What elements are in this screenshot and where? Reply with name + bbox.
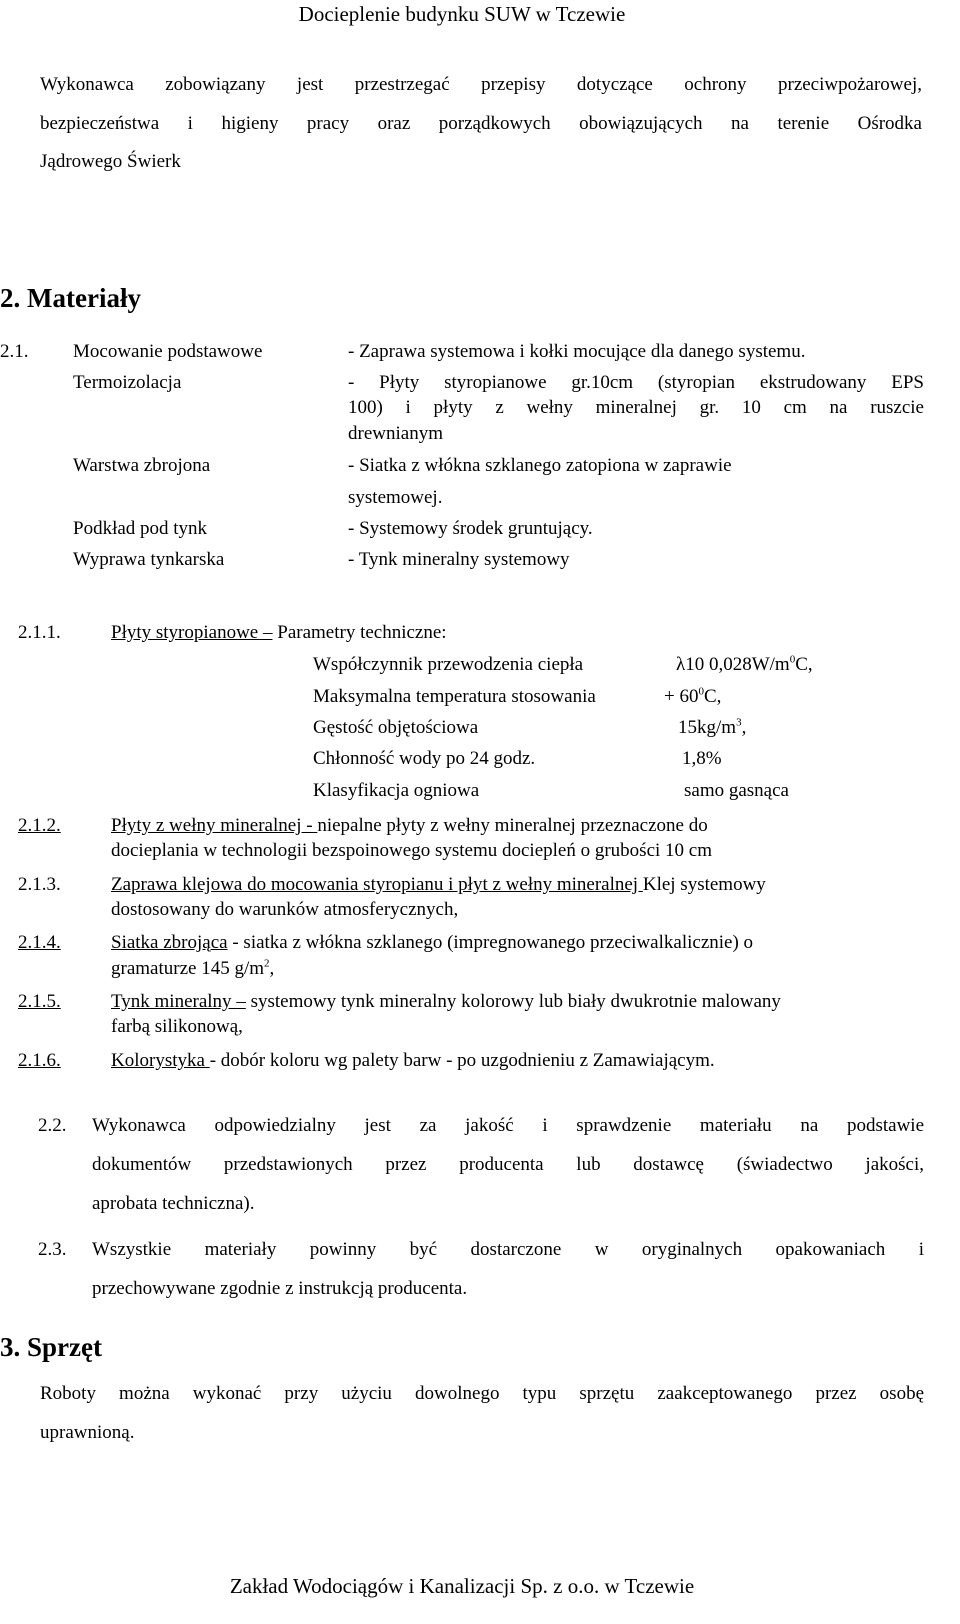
s21-desc-warstwa-2: systemowej.	[348, 487, 443, 508]
s212-line-1: Płyty z wełny mineralnej - niepalne płyty z wełny mineralnej przeznaczone do	[111, 815, 708, 836]
page-header: Docieplenie budynku SUW w Tczewie	[298, 2, 626, 26]
param-name: Gęstość objętościowa	[313, 717, 479, 738]
s215-number: 2.1.5.	[18, 991, 61, 1012]
s22-number: 2.2.	[38, 1115, 67, 1136]
s22-line-3: aprobata techniczna).	[92, 1193, 255, 1214]
s211-heading	[111, 622, 447, 644]
s21-label-warstwa: Warstwa zbrojona	[73, 455, 211, 476]
s211-title: Płyty styropianowe	[111, 622, 263, 643]
param-value: + $60^0C$,	[664, 685, 722, 707]
s215-line-2: farbą silikonową,	[111, 1016, 243, 1037]
s216-number: 2.1.6.	[18, 1050, 61, 1071]
s214-number: 2.1.4.	[18, 932, 61, 953]
param-value: samo gasnąca	[684, 780, 789, 801]
s21-desc-warstwa-1: - Siatka z włókna szklanego zatopiona w zaprawie	[348, 455, 732, 476]
s21-desc-wyprawa: - Tynk mineralny systemowy	[348, 549, 570, 570]
s211-number: 2.1.1.	[18, 622, 61, 643]
param-name: Klasyfikacja ogniowa	[313, 780, 480, 801]
s21-desc-termoizolacja-2: 100) i płyty z wełny mineralnej gr. 10 cm na ruszcie	[348, 397, 924, 418]
s213-line-1: Zaprawa klejowa do mocowania styropianu i płyt z wełny mineralnej Klej systemowy	[111, 874, 766, 895]
param-value: 1,8%	[682, 748, 722, 769]
s22-line-1: Wykonawca odpowiedzialny jest za jakość i sprawdzenie materiału na podstawie	[92, 1115, 924, 1136]
param-name: Chłonność wody po 24 godz.	[313, 748, 536, 769]
param-name: Maksymalna temperatura stosowania	[313, 686, 596, 707]
intro-line-1: Wykonawca zobowiązany jest przestrzegać przepisy dotyczące ochrony przeciwpożarowej,	[40, 74, 922, 95]
section-3-line-1: Roboty można wykonać przy użyciu dowolnego typu sprzętu zaakceptowanego przez osobę	[40, 1383, 924, 1404]
s211-dash: –	[263, 622, 273, 643]
s215-line-1: Tynk mineralny – systemowy tynk mineralny kolorowy lub biały dwukrotnie malowany	[111, 991, 781, 1012]
s21-desc-termoizolacja-1: - Płyty styropianowe gr.10cm (styropian ekstrudowany EPS	[348, 372, 924, 393]
s21-desc-termoizolacja-3: drewnianym	[348, 423, 443, 444]
s21-label-mocowanie: Mocowanie podstawowe	[73, 341, 263, 362]
s21-desc-mocowanie: - Zaprawa systemowa i kołki mocujące dla danego systemu.	[348, 341, 806, 362]
s213-number: 2.1.3.	[18, 874, 61, 895]
s211-params-label: Parametry techniczne:	[272, 622, 447, 643]
s21-number: 2.1.	[0, 341, 29, 362]
s216-line-1: Kolorystyka - dobór koloru wg palety barw - po uzgodnieniu z Zamawiającym.	[111, 1050, 715, 1071]
s213-line-2: dostosowany do warunków atmosferycznych,	[111, 899, 459, 920]
s22-line-2: dokumentów przedstawionych przez producenta lub dostawcę (świadectwo jakości,	[92, 1154, 924, 1175]
s214-line-1: Siatka zbrojąca - siatka z włókna szklanego (impregnowanego przeciwalkalicznie) o	[111, 932, 754, 953]
s23-number: 2.3.	[38, 1239, 67, 1260]
param-value: λ10 $0,028W/m^0C$,	[676, 653, 813, 675]
intro-line-3: Jądrowego Świerk	[40, 151, 181, 172]
s212-number: 2.1.2.	[18, 815, 61, 836]
s21-label-termoizolacja: Termoizolacja	[73, 372, 182, 393]
s21-label-podklad: Podkład pod tynk	[73, 518, 208, 539]
s23-line-1: Wszystkie materiały powinny być dostarczone w oryginalnych opakowaniach i	[92, 1239, 924, 1260]
s214-line-2: gramaturze 145 $g/m^2$,	[111, 957, 275, 979]
page-footer: Zakład Wodociągów i Kanalizacji Sp. z o.o. w Tczewie	[229, 1574, 695, 1598]
param-name: Współczynnik przewodzenia ciepła	[313, 654, 584, 675]
s212-line-2: docieplania w technologii bezspoinowego systemu dociepleń o grubości 10 cm	[111, 840, 712, 861]
section-3-line-2: uprawnioną.	[40, 1422, 135, 1443]
section-3-heading: 3. Sprzęt	[0, 1332, 102, 1362]
s21-label-wyprawa: Wyprawa tynkarska	[73, 549, 225, 570]
intro-line-2: bezpieczeństwa i higieny pracy oraz porządkowych obowiązujących na terenie Ośrodka	[40, 113, 922, 134]
param-value: $15kg/m^3$,	[678, 716, 747, 738]
s21-desc-podklad: - Systemowy środek gruntujący.	[348, 518, 593, 539]
s23-line-2: przechowywane zgodnie z instrukcją producenta.	[92, 1278, 468, 1299]
section-2-heading: 2. Materiały	[0, 283, 141, 313]
